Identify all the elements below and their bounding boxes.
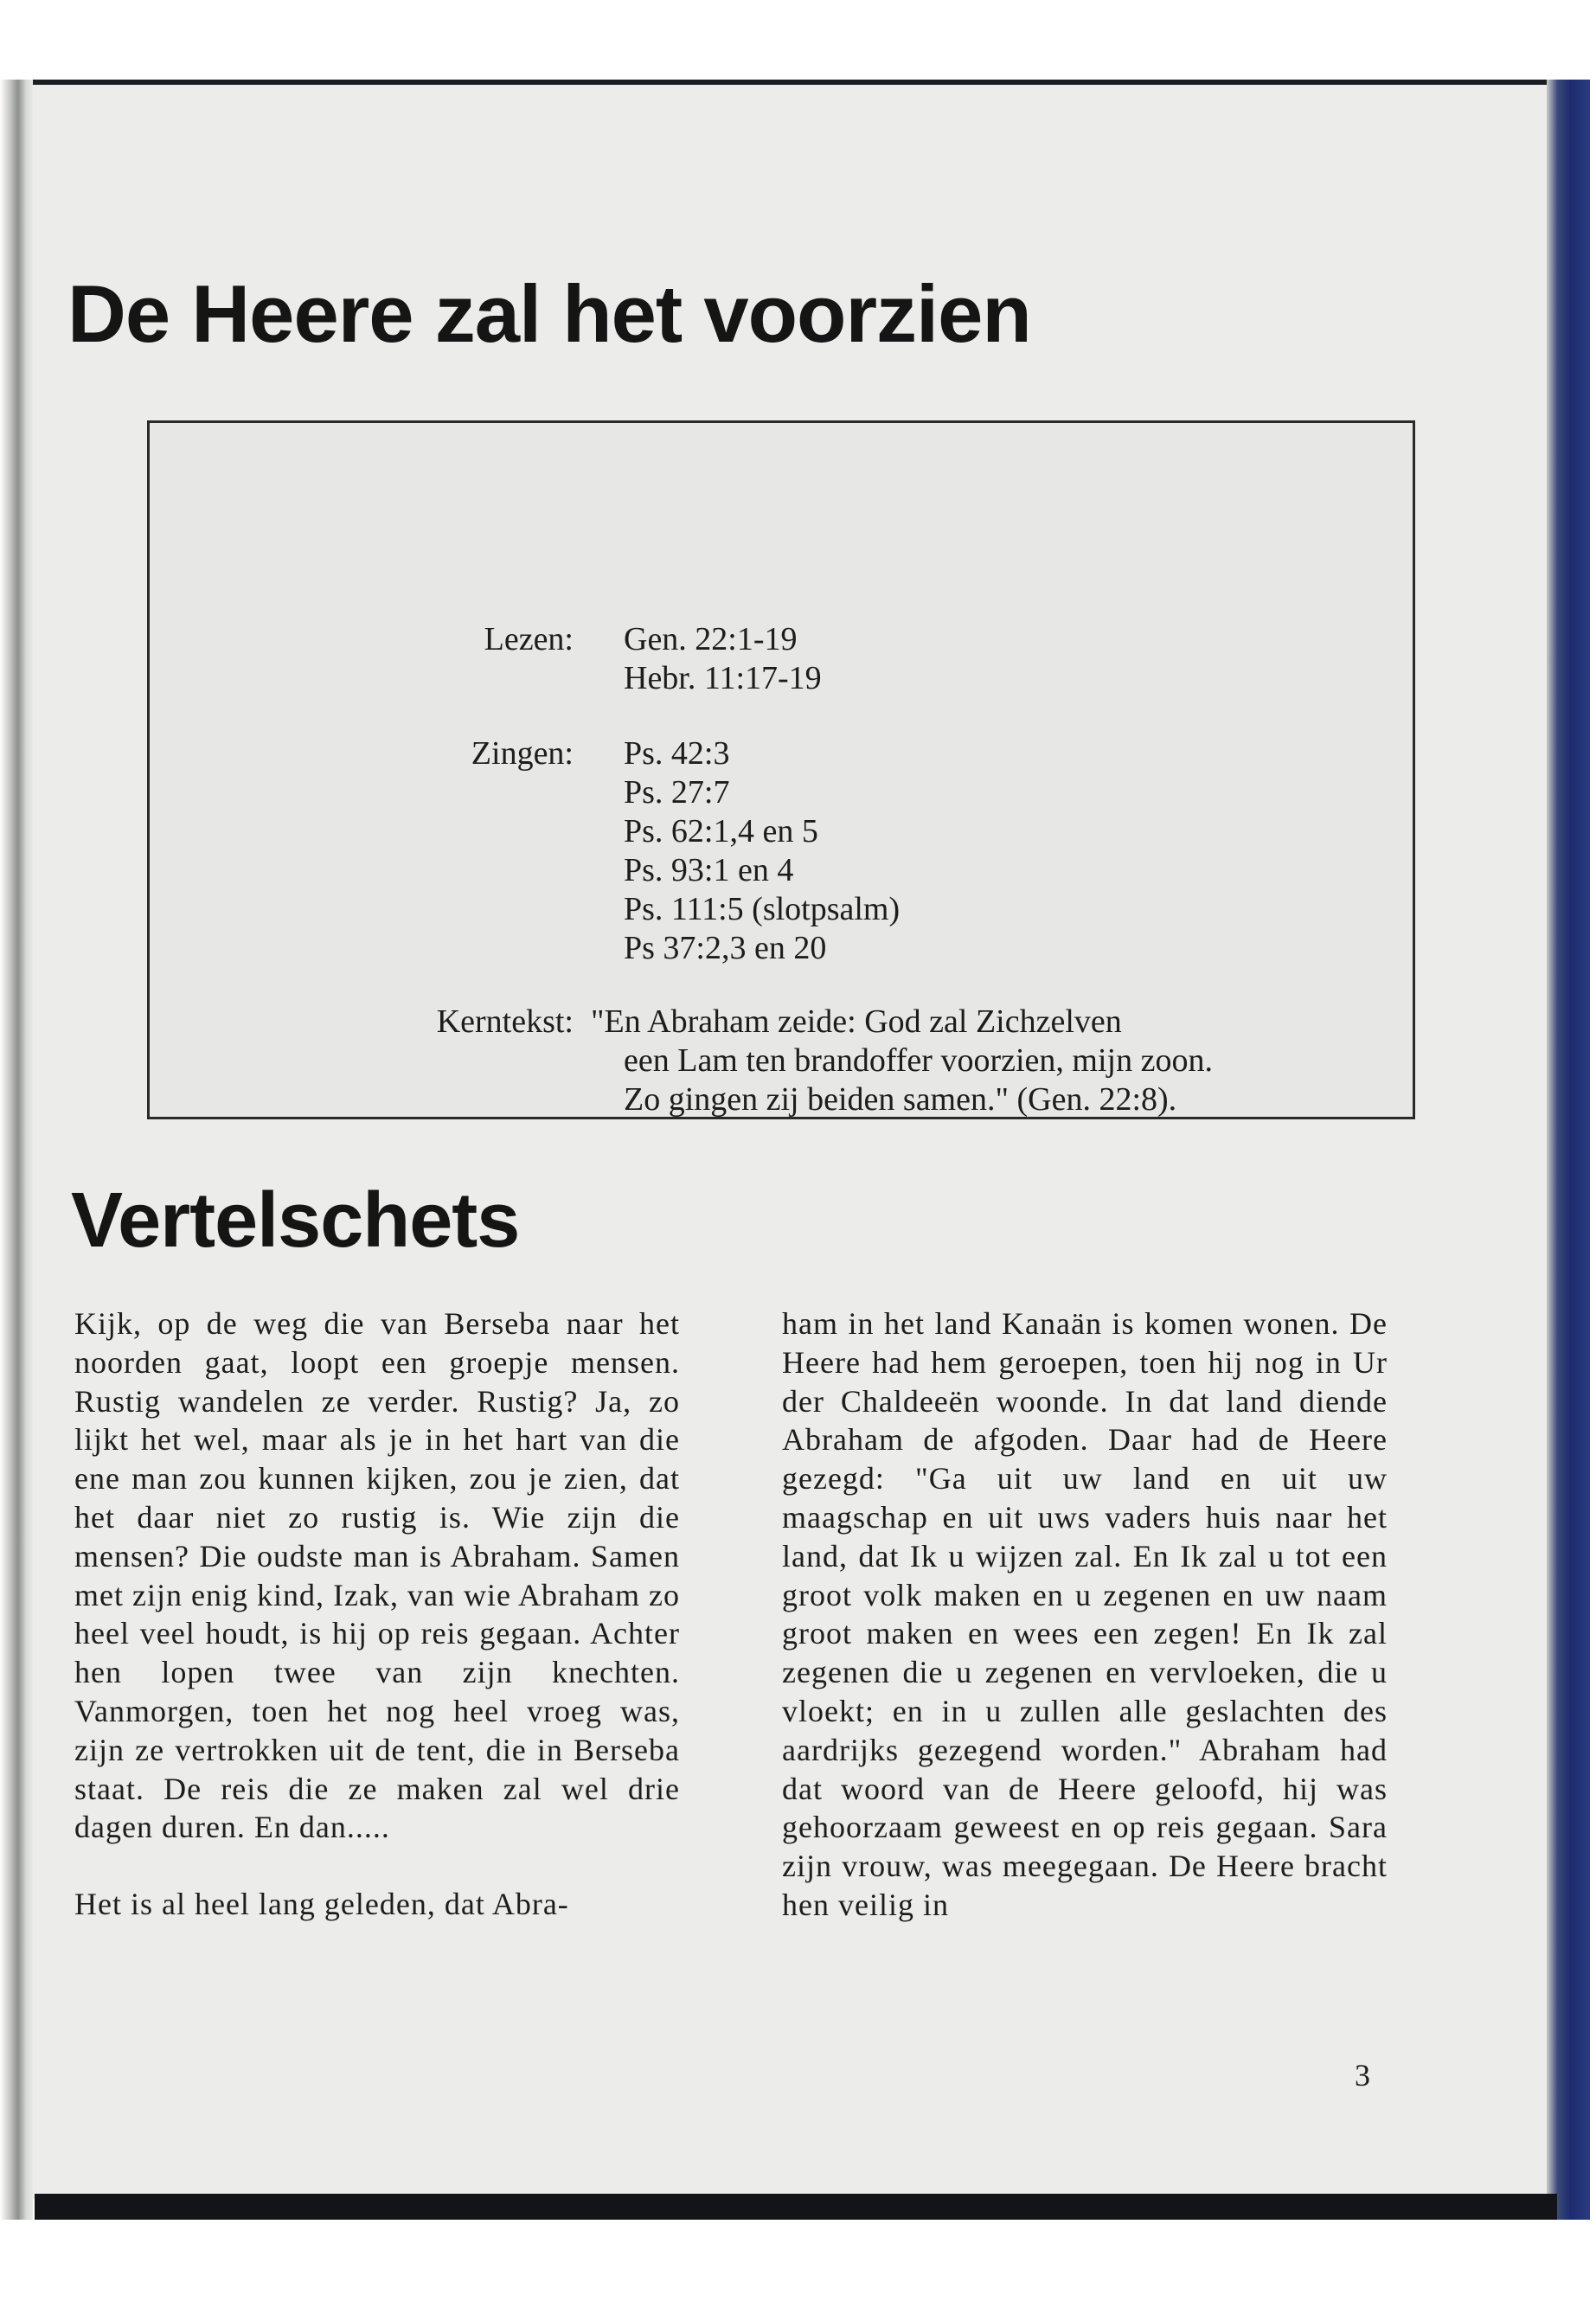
lezen-item: Hebr. 11:17-19 xyxy=(624,660,822,696)
kerntekst-line: een Lam ten brandoffer voorzien, mijn zoon. xyxy=(624,1042,1213,1079)
zingen-item: Ps. 62:1,4 en 5 xyxy=(624,813,818,849)
zingen-item: Ps 37:2,3 en 20 xyxy=(624,930,827,966)
scan-top-margin xyxy=(0,0,1596,80)
zingen-item: Ps. 111:5 (slotpsalm) xyxy=(624,891,901,927)
book-page xyxy=(33,80,1547,2199)
story-paragraph: Het is al heel lang geleden, dat Abra- xyxy=(74,1887,569,1922)
scan-bottom-edge xyxy=(35,2194,1557,2220)
zingen-item: Ps. 27:7 xyxy=(624,774,730,811)
zingen-item: Ps. 93:1 en 4 xyxy=(624,852,794,888)
lezen-item: Gen. 22:1-19 xyxy=(624,621,798,657)
story-column-right xyxy=(782,1304,1388,1925)
zingen-item: Ps. 42:3 xyxy=(624,735,730,772)
kerntekst-label: Kerntekst: xyxy=(436,1003,574,1040)
book-cover-edge xyxy=(1547,80,1590,2220)
book-binding-shadow xyxy=(0,80,33,2220)
lezen-label: Lezen: xyxy=(484,621,574,657)
section-heading: Vertelschets xyxy=(71,1177,520,1264)
page-number: 3 xyxy=(1355,2058,1370,2093)
scan-bottom-margin xyxy=(0,2220,1596,2301)
story-column-left xyxy=(74,1304,680,1924)
reading-info-box xyxy=(147,420,1415,1119)
kerntekst-line: Zo gingen zij beiden samen." (Gen. 22:8). xyxy=(624,1081,1177,1118)
page-title: De Heere zal het voorzien xyxy=(67,268,1031,359)
story-paragraph: ham in het land Kanaän is komen wonen. De Heere had hem geroepen, toen hij nog in Ur der Chaldeeën woonde. In dat land diende Abraham de afgoden. Daar had de Heere gezegd: "Ga uit uw land en uit uw maagschap en uit uws vaders huis naar het land, dat Ik u wijzen zal. En Ik zal u tot een groot volk maken en u zegenen en uw naam groot maken en wees een zegen! En Ik zal zegenen die u zegenen en vervloeken, die u vloekt; en in u zullen alle geslachten des aardrijks gezegend worden." Abraham had dat woord van de Heere geloofd, hij was gehoorzaam geweest en op reis gegaan. Sara zijn vrouw, was meegegaan. De Heere bracht hen veilig in xyxy=(782,1306,1388,1922)
story-paragraph: Kijk, op de weg die van Berseba naar het noorden gaat, loopt een groepje mensen. Rustig wandelen ze verder. Rustig? Ja, zo lijkt het wel, maar als je in het hart van die ene man zou kunnen kijken, zou je zien, dat het daar niet zo rustig is. Wie zijn die mensen? Die oudste man is Abraham. Samen met zijn enig kind, Izak, van wie Abraham zo heel veel houdt, is hij op reis gegaan. Achter hen lopen twee van zijn knechten. Vanmorgen, toen het nog heel vroeg was, zijn ze vertrokken uit de tent, die in Berseba staat. De reis die ze maken zal wel drie dagen duren. En dan..... xyxy=(74,1306,680,1845)
scan-right-margin xyxy=(1590,80,1596,2220)
zingen-label: Zingen: xyxy=(471,735,574,772)
kerntekst-line: "En Abraham zeide: God zal Zichzelven xyxy=(591,1003,1122,1040)
